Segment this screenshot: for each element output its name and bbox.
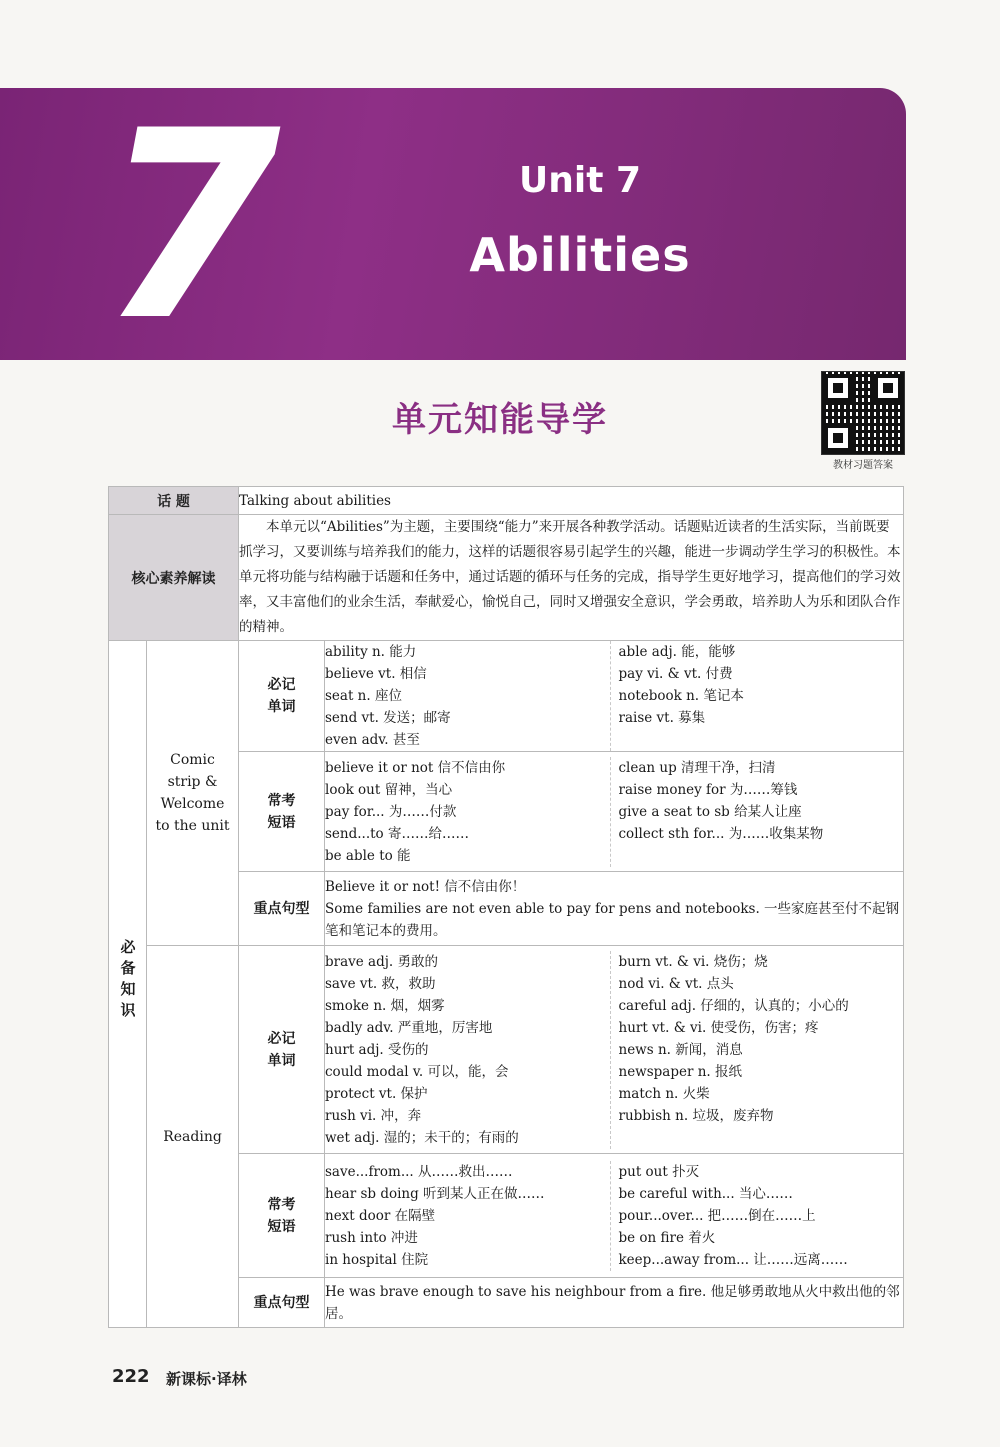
phrase-item: rush into 冲进: [325, 1229, 418, 1246]
core-text: 本单元以“Abilities”为主题，主要围绕“能力”来开展各种教学活动。话题贴近读者的生活实际，当前既要抓学习，又要训练与培养我们的能力，这样的话题很容易引起学生的兴趣，能进一步调动学生学习的积极性。本单元将功能与结构融于话题和任务中，通过话题的循环与任务的完成，指导学生更好地学习，提高他们的学习效率，又丰富他们的业余生活，奉献爱心，愉悦自己，同时又增强安全意识，学会勇敢，培养助人为乐和团队合作的精神。: [239, 515, 904, 641]
word-item: nod vi. & vt. 点头: [618, 975, 734, 992]
word-item: save vt. 救，救助: [325, 975, 436, 992]
book-name: 新课标·译林: [166, 1370, 247, 1388]
phrase-item: be able to 能: [325, 847, 411, 864]
phrase-item: put out 扑灭: [618, 1163, 700, 1180]
word-item: news n. 新闻，消息: [618, 1041, 743, 1058]
qr-eye: [824, 374, 852, 402]
word-item: able adj. 能，能够: [618, 644, 736, 660]
sentence-item: Some families are not even able to pay for pens and notebooks. 一些家庭甚至付不起钢笔和笔记本的费用。: [325, 900, 900, 939]
s1-phrases-right: [610, 757, 904, 867]
word-item: protect vt. 保护: [325, 1085, 428, 1102]
unit-title: Abilities: [469, 228, 691, 282]
phrase-item: look out 留神，当心: [325, 781, 453, 798]
knowledge-header: [109, 641, 147, 1328]
topic-header: 话 题: [109, 487, 239, 515]
phrase-item: clean up 清理干净，扫清: [618, 759, 776, 776]
phrase-item: pour...over... 把……倒在……上: [618, 1207, 816, 1224]
word-item: hurt adj. 受伤的: [325, 1041, 429, 1058]
word-item: smoke n. 烟，烟雾: [325, 997, 445, 1014]
qr-caption: 教材习题答案: [833, 460, 893, 471]
phrase-item: believe it or not 信不信由你: [325, 759, 506, 776]
word-item: match n. 火柴: [618, 1085, 710, 1102]
qr-eye: [824, 424, 852, 452]
s1-words-row: [109, 641, 904, 752]
core-header: 核心素养解读: [109, 515, 239, 641]
phrase-item: next door 在隔壁: [325, 1207, 436, 1224]
s2-phrases-right: [610, 1161, 904, 1271]
core-row: [109, 515, 904, 641]
s1-words-label: 必记单词: [239, 641, 325, 752]
s2-words-right: [610, 951, 904, 1149]
s2-words-row: [109, 946, 904, 1154]
word-item: raise vt. 募集: [618, 710, 706, 726]
s2-phrases-label: 常考短语: [239, 1154, 325, 1278]
word-item: rubbish n. 垃圾，废弃物: [618, 1107, 774, 1124]
s1-phrases-left: [325, 757, 610, 867]
s1-sentences-label: 重点句型: [239, 872, 325, 946]
phrase-item: be on fire 着火: [618, 1229, 716, 1246]
phrase-item: hear sb doing 听到某人正在做……: [325, 1185, 545, 1202]
sentence-item: Believe it or not! 信不信由你！: [325, 878, 526, 895]
word-item: ability n. 能力: [325, 644, 417, 660]
s1-words: [325, 641, 904, 752]
phrase-item: in hospital 住院: [325, 1251, 429, 1268]
s1-words-right: [610, 641, 904, 751]
s2-words: [325, 946, 904, 1154]
word-item: notebook n. 笔记本: [618, 688, 744, 704]
phrase-item: send...to 寄……给……: [325, 825, 469, 842]
word-item: seat n. 座位: [325, 688, 402, 704]
word-item: send vt. 发送；邮寄: [325, 710, 451, 726]
phrase-item: collect sth for... 为……收集某物: [618, 825, 824, 842]
word-item: pay vi. & vt. 付费: [618, 666, 733, 682]
word-item: wet adj. 湿的；未干的；有雨的: [325, 1129, 519, 1146]
s2-words-label: 必记单词: [239, 946, 325, 1154]
word-item: burn vt. & vi. 烧伤；烧: [618, 953, 768, 970]
phrase-item: pay for... 为……付款: [325, 803, 457, 820]
section-title: 单元知能导学: [392, 400, 608, 440]
phrase-item: save...from... 从……救出……: [325, 1163, 513, 1180]
unit-label: Unit 7: [519, 160, 641, 201]
topic-text: Talking about abilities: [239, 487, 904, 515]
word-item: hurt vt. & vi. 使受伤，伤害；疼: [618, 1019, 819, 1036]
unit-guide-table: [108, 486, 904, 1328]
s1-words-left: [325, 641, 610, 751]
qr-eye: [874, 374, 902, 402]
s1-phrases-label: 常考短语: [239, 752, 325, 872]
s1-name: Comic strip & Welcome to the unit: [147, 641, 239, 946]
word-item: brave adj. 勇敢的: [325, 953, 439, 970]
word-item: even adv. 甚至: [325, 732, 420, 748]
phrase-item: keep...away from... 让……远离……: [618, 1251, 848, 1268]
phrase-item: raise money for 为……筹钱: [618, 781, 798, 798]
knowledge-header-text: 必备知识: [118, 938, 137, 1023]
unit-number: 7: [100, 76, 281, 378]
sentence-item: He was brave enough to save his neighbour from a fire. 他足够勇敢地从火中救出他的邻居。: [325, 1283, 900, 1322]
qr-code[interactable]: [822, 372, 904, 454]
word-item: rush vi. 冲，奔: [325, 1107, 422, 1124]
phrase-item: be careful with... 当心……: [618, 1185, 793, 1202]
s2-sentences-label: 重点句型: [239, 1278, 325, 1328]
s2-phrases: [325, 1154, 904, 1278]
topic-row: [109, 487, 904, 515]
word-item: believe vt. 相信: [325, 666, 427, 682]
word-item: newspaper n. 报纸: [618, 1063, 743, 1080]
s2-phrases-left: [325, 1161, 610, 1271]
page-number: 222: [112, 1366, 150, 1387]
word-item: badly adv. 严重地，厉害地: [325, 1019, 493, 1036]
s1-sentences: [325, 872, 904, 946]
s2-sentences: [325, 1278, 904, 1328]
word-item: careful adj. 仔细的，认真的；小心的: [618, 997, 849, 1014]
word-item: could modal v. 可以，能，会: [325, 1063, 509, 1080]
s2-words-left: [325, 951, 610, 1149]
s2-name: Reading: [147, 946, 239, 1328]
phrase-item: give a seat to sb 给某人让座: [618, 803, 802, 820]
s1-phrases: [325, 752, 904, 872]
